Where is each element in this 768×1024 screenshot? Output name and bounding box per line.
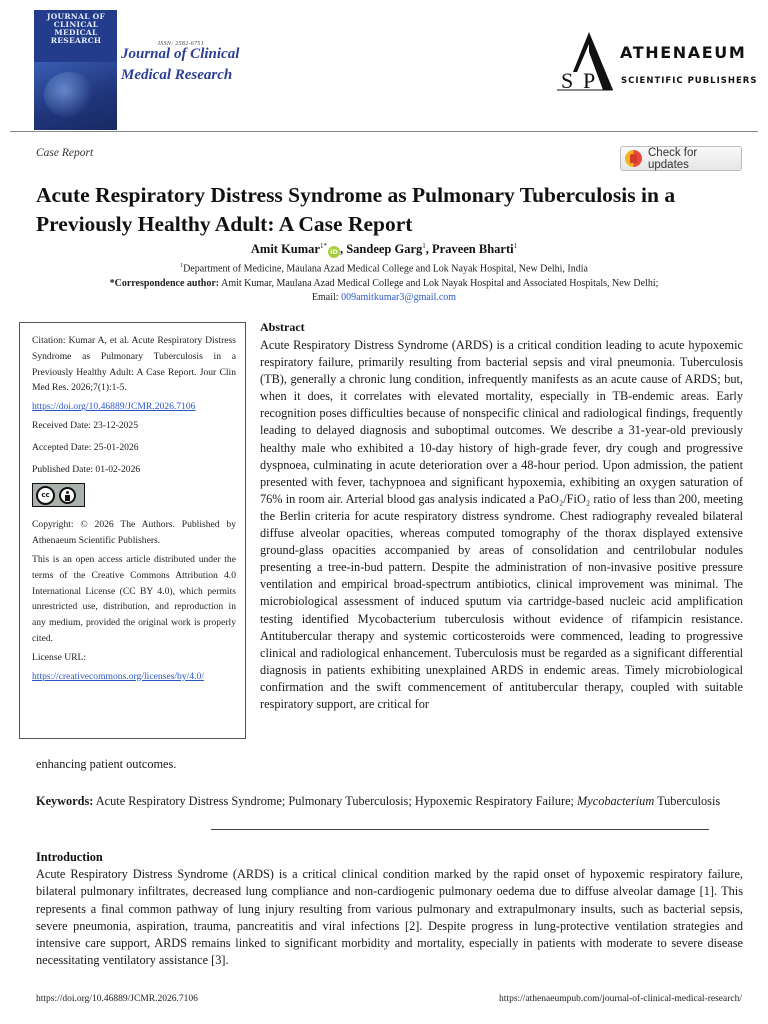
author-list: Amit Kumar$^{1*}$iD , Sandeep Garg$^1$, Praveen Bharti$^1$ (250, 242, 518, 257)
issn: ISSN: 2582-6751 (158, 41, 204, 47)
cc-by-license-badge[interactable] (32, 483, 85, 507)
keywords-text: Acute Respiratory Distress Syndrome; Pulmonary Tuberculosis; Hypoxemic Respiratory Failure; (95, 794, 574, 808)
check-updates-icon (625, 150, 642, 167)
correspondence (0, 278, 768, 289)
journal-cover-image (34, 10, 117, 130)
affiliation (0, 263, 768, 274)
journal-name-line1: Journal of Clinical (121, 46, 240, 62)
svg-text:P: P (583, 68, 596, 92)
abstract-body: Acute Respiratory Distress Syndrome (ARDS) is a critical condition leading to acute hypoxemic respiratory failure, primarily resulting from bacterial sepsis and viral pneumonia. Tuberculosis (TB), generally a chronic lung condition, infrequently manifests as an acute cause of ARDS; but, when it does, it correlates with elevated mortality, especially in TB-endemic areas. Early recognition poses difficulties because of nonspecific clinical and radiological findings, frequently leading to delayed diagnosis and suboptimal outcomes. We describe a 31-year-old previously healthy male who exhibited a 10-day history of high-grade fever, dry cough and progressive dyspnoea, culminating in acute deterioration over a 48-hour period. Upon admission, the patient presented with fever, tachypnoea and significant hypoxemia, exhibiting an oxygen saturation of 76% in room air. Arterial blood gas analysis indicated a PaO₂/FiO₂ ratio of less than 200, meeting the Berlin criteria for acute respiratory distress syndrome. Chest radiography revealed bilateral diffuse alveolar opacities, whereas computed tomography of the thorax displayed extensive ground-glass opacities accompanied by areas of consolidation and centrilobular nodules presenting a tree-in-bud pattern. Despite the administration of non-invasive positive pressure ventilation and empirical broad-spectrum antibiotics, clinical improvement was minimal. The microbiological assessment of induced sputum via cartridge-based nucleic acid amplification testing identified Mycobacterium tuberculosis without evidence of rifampicin resistance. Antitubercular therapy and systemic corticosteroids were commenced, leading to progressive clinical and radiological enhancement. Tuberculosis must be regarded as a significant differential diagnosis in patients exhibiting unexplained ARDS in endemic areas. Timely microbiological confirmation and the swift commencement of antitubercular therapy, coupled with suitable respiratory support, are critical for (260, 338, 743, 711)
footer-doi-link[interactable]: https://doi.org/10.46889/JCMR.2026.7106 (36, 994, 198, 1004)
publisher-name: ATHENAEUM (620, 43, 747, 62)
publisher-logo-icon (555, 30, 615, 92)
affiliation-text: Department of Medicine, Maulana Azad Medical College and Lok Nayak Hospital, New Delhi, India (183, 263, 588, 275)
footer-journal-url-link[interactable]: https://athenaeumpub.com/journal-of-clinical-medical-research/ (499, 994, 742, 1004)
author-sup: 1* (319, 242, 327, 250)
keywords-label: Keywords: (36, 794, 94, 808)
email-line (0, 292, 768, 303)
journal-name-line2: Medical Research (121, 67, 233, 83)
published-date: Published Date: 01-02-2026 (32, 463, 141, 475)
email-label: Email: (311, 292, 339, 303)
correspondence-label: *Correspondence author: (109, 278, 220, 289)
check-updates-label: Check for updates (648, 146, 698, 171)
author-name: Sandeep Garg (346, 242, 423, 257)
author-sup: 1 (513, 242, 518, 250)
author-name: Amit Kumar (250, 242, 320, 257)
article-type: Case Report (36, 147, 94, 159)
article-info-box (19, 322, 246, 739)
received-date: Received Date: 23-12-2025 (32, 419, 139, 431)
article-title: Acute Respiratory Distress Syndrome as Pulmonary Tuberculosis in a Previously Healthy Adult: A Case Report (36, 183, 676, 236)
abstract-heading: Abstract (260, 320, 305, 334)
open-access-text: This is an open access article distributed under the terms of the Creative Commons Attribution 4.0 International License (CC BY 4.0), which permits unrestricted use, distribution, and reproduction in any medium, provided the original work is properly cited. (32, 553, 236, 644)
accepted-date: Accepted Date: 25-01-2026 (32, 441, 139, 453)
license-url-link[interactable]: https://creativecommons.org/licenses/by/4.0/ (32, 670, 204, 682)
author-sup: 1 (422, 242, 426, 250)
author-name: Praveen Bharti (432, 242, 514, 257)
abstract-body-end: enhancing patient outcomes. (36, 757, 177, 771)
header-divider (10, 131, 758, 132)
attribution-icon (59, 487, 76, 504)
citation-text: Citation: Kumar A, et al. Acute Respiratory Distress Syndrome as Pulmonary Tuberculosis in a Previously Healthy Adult: A Case Report. Jour Clin Med Res. 2026;7(1):1-5. (32, 335, 236, 394)
cover-artwork (34, 62, 117, 130)
cover-title: JOURNAL OF CLINICAL MEDICAL RESEARCH (46, 12, 106, 45)
keywords (36, 793, 743, 809)
check-for-updates-button[interactable] (620, 146, 742, 171)
introduction-body: Acute Respiratory Distress Syndrome (ARDS) is a critical clinical condition marked by the rapid onset of hypoxemic respiratory failure, bilateral pulmonary infiltrates, decreased lung compliance and non-cardiogenic pulmonary oedema due to diffuse alveolar damage [1]. This represents a final common pathway of lung injury resulting from various pulmonary and extrapulmonary insults, such as bacterial sepsis, severe pneumonia, aspiration, trauma, pancreatitis and viral infections [2]. Despite progress in lung-protective ventilation strategies and intensive care support, ARDS remains linked to significant morbidity and mortality, especially in patients with moderate to severe disease necessitating ventilatory assistance [3]. (36, 867, 743, 968)
introduction-heading: Introduction (36, 850, 103, 864)
svg-text:S: S (561, 68, 574, 92)
copyright-text: Copyright: © 2026 The Authors. Published by Athenaeum Scientific Publishers. (32, 519, 236, 547)
publisher-subtitle: SCIENTIFIC PUBLISHERS (621, 76, 758, 86)
correspondence-text: Amit Kumar, Maulana Azad Medical College and Lok Nayak Hospital and Associated Hospitals, New Delhi; (221, 278, 659, 289)
doi-link[interactable]: https://doi.org/10.46889/JCMR.2026.7106 (32, 401, 196, 413)
affiliation-sup: 1 (180, 263, 184, 269)
license-label: License URL: (32, 651, 87, 663)
email-link[interactable]: 009amitkumar3@gmail.com (341, 292, 457, 303)
keywords-italic: Mycobacterium (577, 794, 655, 808)
orcid-icon[interactable]: iD (328, 246, 340, 258)
section-divider (211, 829, 709, 830)
cc-icon: cc (36, 486, 55, 505)
keywords-last: Tuberculosis (657, 794, 721, 808)
